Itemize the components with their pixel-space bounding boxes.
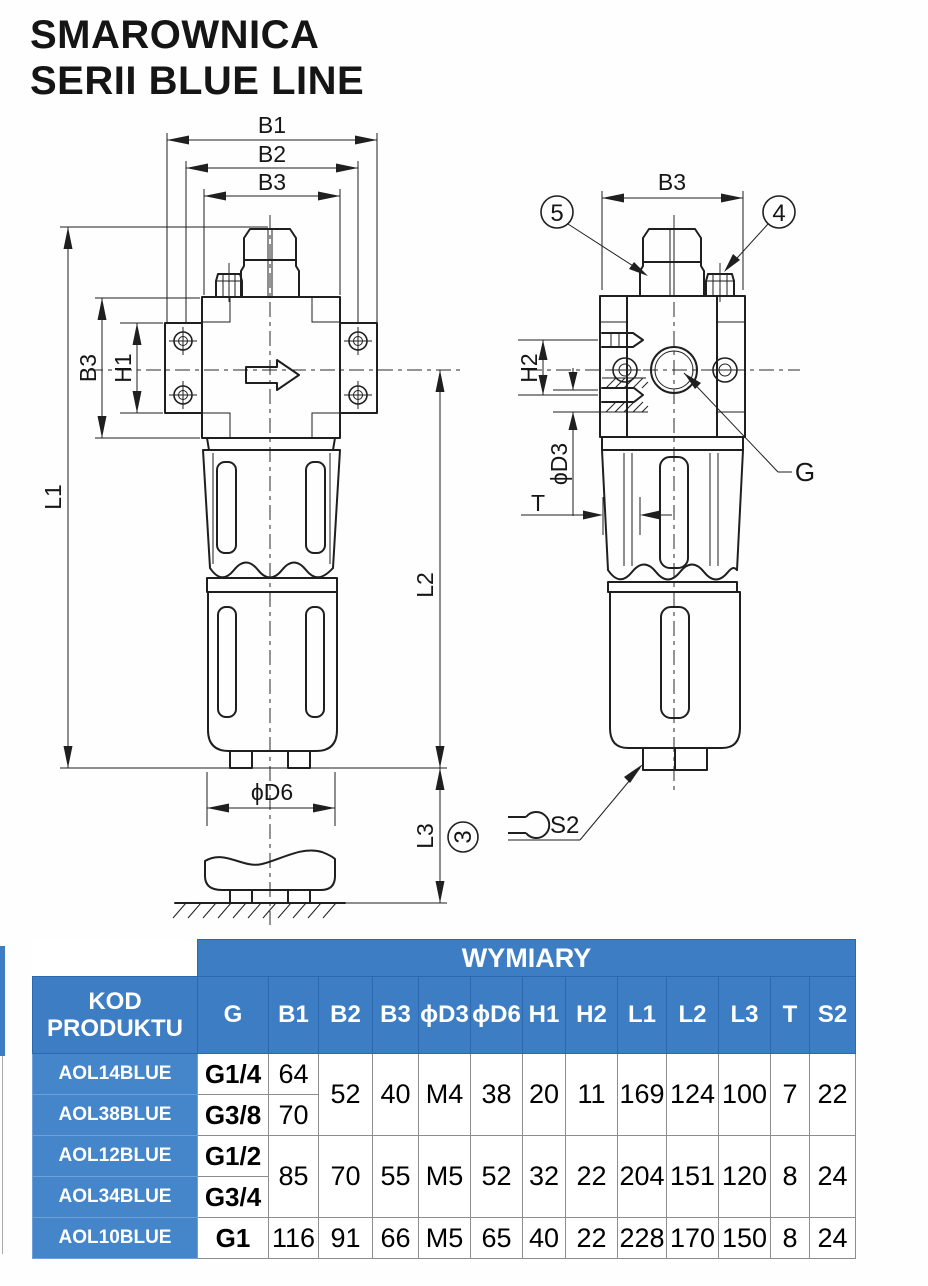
cell-s2: 24 <box>810 1136 856 1218</box>
cell-d6: 52 <box>471 1136 523 1218</box>
dim-l1-label: L1 <box>40 484 66 510</box>
page-title <box>30 12 364 104</box>
cell-b3: 40 <box>373 1054 419 1136</box>
table-row <box>33 1054 856 1095</box>
cell-g: G1 <box>198 1218 269 1259</box>
cell-l1: 228 <box>618 1218 667 1259</box>
callout-3 <box>448 822 478 852</box>
flow-direction-arrow <box>246 360 299 390</box>
title-line1: SMAROWNICA <box>30 13 320 57</box>
cell-l3: 100 <box>719 1054 771 1136</box>
dim-b3-top-label: B3 <box>257 169 287 195</box>
cropped-table-border <box>2 1056 3 1254</box>
cell-l3: 120 <box>719 1136 771 1218</box>
dim-h1-label: H1 <box>110 353 136 383</box>
cell-b1: 64 <box>269 1054 319 1095</box>
cell-l1: 204 <box>618 1136 667 1218</box>
front-bowl-ring <box>203 438 340 578</box>
side-adjust-knob <box>640 229 704 296</box>
cell-l2: 124 <box>667 1054 719 1136</box>
dim-s2-label: S2 <box>550 812 580 839</box>
cell-b1: 116 <box>269 1218 319 1259</box>
cell-s2: 24 <box>810 1218 856 1259</box>
cell-g: G1/4 <box>198 1054 269 1095</box>
dim-l3 <box>345 768 447 903</box>
dim-g <box>684 373 815 487</box>
cell-l3: 150 <box>719 1218 771 1259</box>
cell-l1: 169 <box>618 1054 667 1136</box>
cell-t: 7 <box>771 1054 810 1136</box>
table-corner-blank <box>33 940 198 977</box>
callout-3-label: 3 <box>450 830 477 844</box>
side-body <box>600 296 745 437</box>
cell-d3: M5 <box>419 1218 471 1259</box>
dim-b1-label: B1 <box>257 112 287 138</box>
cell-b3: 55 <box>373 1136 419 1218</box>
front-bowl-band <box>207 578 337 592</box>
cell-t: 8 <box>771 1218 810 1259</box>
col-header-code: KOD PRODUKTU <box>33 977 198 1054</box>
cell-h1: 32 <box>523 1136 566 1218</box>
row-label: AOL38BLUE <box>33 1095 198 1136</box>
cell-h2: 22 <box>566 1218 618 1259</box>
dim-b2-label: B2 <box>257 141 287 167</box>
cell-h1: 40 <box>523 1218 566 1259</box>
table-header-row <box>33 977 856 1054</box>
front-flange-right <box>340 323 377 413</box>
table-row <box>33 1218 856 1259</box>
col-header-b2: B2 <box>319 977 373 1054</box>
row-label: AOL12BLUE <box>33 1136 198 1177</box>
cell-d3: M4 <box>419 1054 471 1136</box>
col-header-b3: B3 <box>373 977 419 1054</box>
col-header-l2: L2 <box>667 977 719 1054</box>
cell-g: G1/2 <box>198 1136 269 1177</box>
cell-g: G3/4 <box>198 1177 269 1218</box>
callout-5 <box>541 196 648 276</box>
wrench-icon <box>508 812 549 838</box>
dim-h2 <box>516 340 598 395</box>
cell-b2: 70 <box>319 1136 373 1218</box>
cell-b1: 70 <box>269 1095 319 1136</box>
col-header-d3: ϕD3 <box>419 977 471 1054</box>
side-mounting-studs <box>602 333 648 412</box>
cell-d6: 65 <box>471 1218 523 1259</box>
cell-b2: 52 <box>319 1054 373 1136</box>
cell-b1: 85 <box>269 1136 319 1218</box>
dim-b3-right-label: B3 <box>657 169 687 195</box>
cell-l2: 170 <box>667 1218 719 1259</box>
col-header-l3: L3 <box>719 977 771 1054</box>
front-bowl <box>208 592 337 768</box>
dim-h1 <box>110 323 163 413</box>
cell-b2: 91 <box>319 1218 373 1259</box>
side-bowl <box>610 592 740 770</box>
dim-t-label: T <box>530 490 546 516</box>
dim-d6-label: ϕD6 <box>250 779 294 805</box>
row-label: AOL14BLUE <box>33 1054 198 1095</box>
col-header-h2: H2 <box>566 977 618 1054</box>
side-bowl-ring <box>602 450 743 580</box>
front-drain-piece <box>173 850 345 918</box>
cell-h2: 22 <box>566 1136 618 1218</box>
cell-d3: M5 <box>419 1136 471 1218</box>
side-bowl-band <box>608 582 737 592</box>
cell-l2: 151 <box>667 1136 719 1218</box>
dim-b3-side-label: B3 <box>75 353 101 383</box>
callout-4 <box>724 196 795 272</box>
col-header-g: G <box>198 977 269 1054</box>
col-header-d6: ϕD6 <box>471 977 523 1054</box>
dim-l3-label: L3 <box>412 823 438 849</box>
cell-h1: 20 <box>523 1054 566 1136</box>
callout-5-label: 5 <box>550 200 564 227</box>
cell-d6: 38 <box>471 1054 523 1136</box>
side-view <box>508 169 815 840</box>
col-header-s2: S2 <box>810 977 856 1054</box>
technical-drawing <box>0 100 928 935</box>
dim-h2-label: H2 <box>516 353 542 383</box>
dim-l2 <box>412 370 445 768</box>
front-view <box>40 112 478 925</box>
dim-d3 <box>546 368 648 516</box>
row-label: AOL10BLUE <box>33 1218 198 1259</box>
row-label: AOL34BLUE <box>33 1177 198 1218</box>
col-header-b1: B1 <box>269 977 319 1054</box>
cropped-table-edge <box>0 946 5 1056</box>
title-line2: SERII BLUE LINE <box>30 59 365 103</box>
dimensions-table <box>32 939 856 1259</box>
ground-hatching <box>173 903 336 918</box>
table-group-header: WYMIARY <box>198 940 856 977</box>
cell-g: G3/8 <box>198 1095 269 1136</box>
cell-s2: 22 <box>810 1054 856 1136</box>
dim-d3-label: ϕD3 <box>546 442 572 486</box>
dim-t <box>521 490 672 535</box>
col-header-l1: L1 <box>618 977 667 1054</box>
side-neck-band <box>602 437 743 450</box>
cell-t: 8 <box>771 1136 810 1218</box>
dim-l2-label: L2 <box>412 572 438 598</box>
cell-h2: 11 <box>566 1054 618 1136</box>
dim-g-label: G <box>794 457 816 487</box>
front-flange-left <box>165 323 202 413</box>
col-header-t: T <box>771 977 810 1054</box>
col-header-h1: H1 <box>523 977 566 1054</box>
dim-d6 <box>207 772 335 826</box>
table-row <box>33 1136 856 1177</box>
cell-b3: 66 <box>373 1218 419 1259</box>
callout-4-label: 4 <box>772 200 786 227</box>
dim-s2 <box>508 764 643 840</box>
